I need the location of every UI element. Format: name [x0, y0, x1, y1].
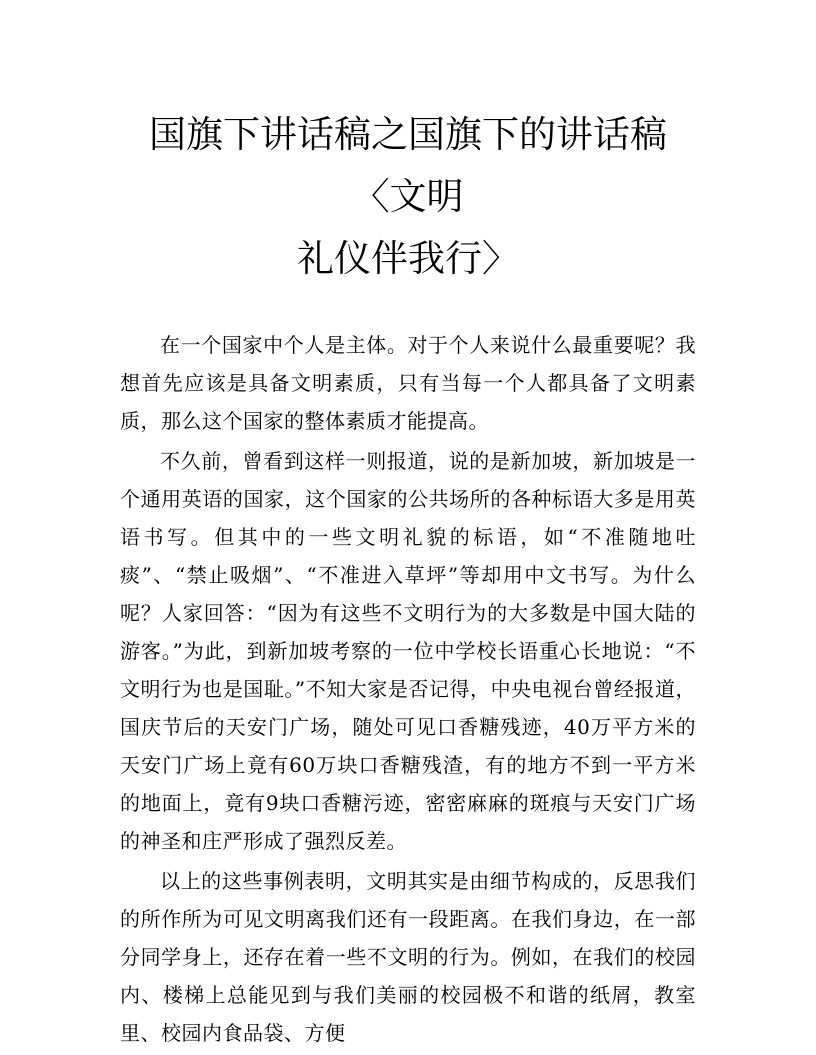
paragraph-3: 以上的这些事例表明，文明其实是由细节构成的，反思我们的所作所为可见文明离我们还有一段距离。在我们身边，在一部分同学身上，还存在着一些不文明的行为。例如，在我们的校园内、楼梯上总能见到与我们美丽的校园极不和谐的纸屑，教室里、校园内食品袋、方便 [120, 869, 696, 1045]
document-body [120, 326, 696, 1052]
paragraph-2: 不久前，曾看到这样一则报道，说的是新加坡，新加坡是一个通用英语的国家，这个国家的公共场所的各种标语大多是用英语书写。但其中的一些文明礼貌的标语，如“不准随地吐痰”、“禁止吸烟”、“不准进入草坪”等却用中文书写。为什么呢？人家回答：“因为有这些不文明行为的大多数是中国大陆的游客。”为此，到新加坡考察的一位中学校长语重心长地说：“不文明行为也是国耻。”不知大家是否记得，中央电视台曾经报道，国庆节后的天安门广场，随处可见口香糖残迹，40万平方米的天安门广场上竟有60万块口香糖残渣，有的地方不到一平方米的地面上，竟有9块口香糖污迹，密密麻麻的斑痕与天安门广场的神圣和庄严形成了强烈反差。 [120, 449, 696, 853]
title-line-2: 礼仪伴我行〉 [297, 237, 519, 280]
document-title [120, 104, 696, 290]
title-line-1: 国旗下讲话稿之国旗下的讲话稿〈文明 [149, 113, 667, 218]
paragraph-1: 在一个国家中个人是主体。对于个人来说什么最重要呢？我想首先应该是具备文明素质，只有当每一个人都具备了文明素质，那么这个国家的整体素质才能提高。 [120, 333, 696, 433]
